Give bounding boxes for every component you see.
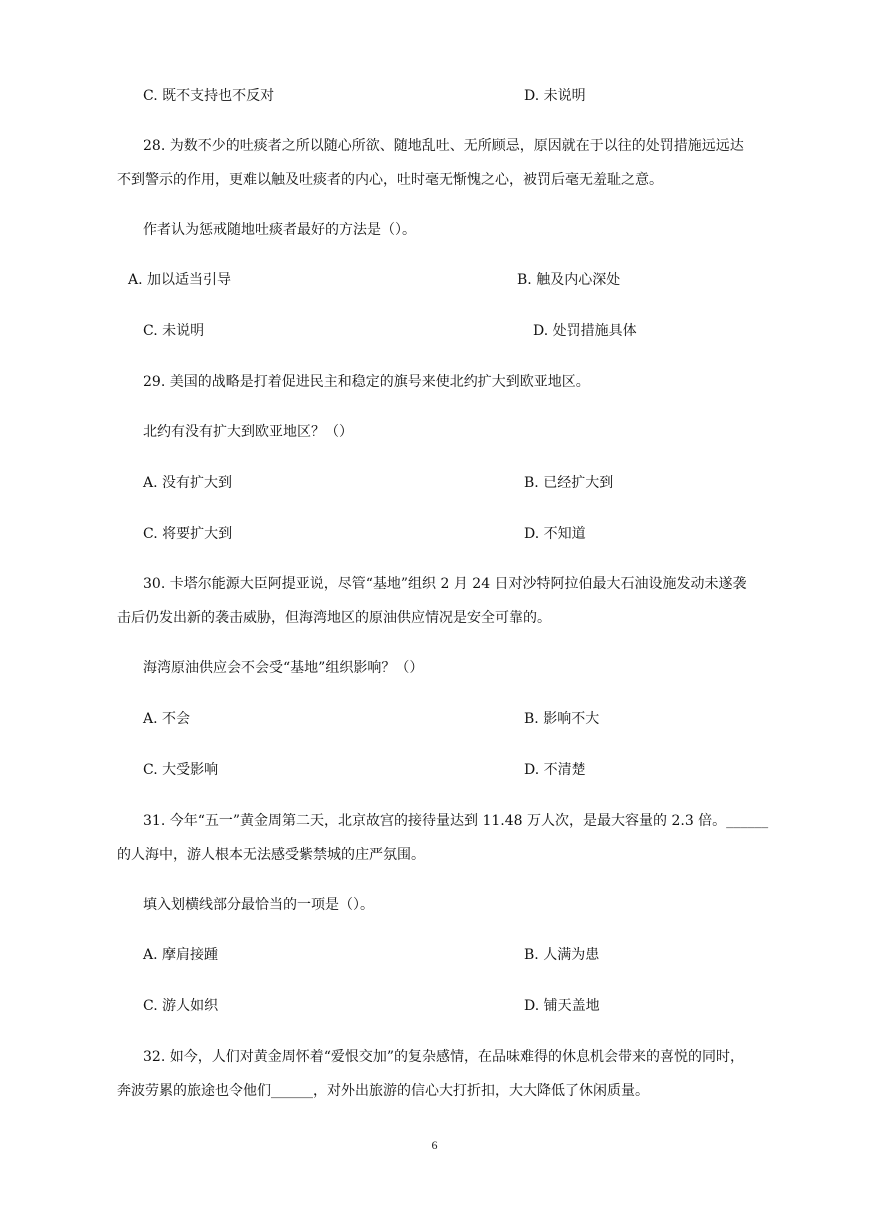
text-line: 的人海中，游人根本无法感受紫禁城的庄严氛围。 bbox=[117, 847, 425, 863]
text-line: A. 不会 bbox=[143, 711, 191, 727]
text-line: C. 既不支持也不反对 bbox=[143, 88, 275, 104]
page-number: 6 bbox=[431, 1138, 438, 1152]
text-line: 31. 今年“五一”黄金周第二天，北京故宫的接待量达到 11.48 万人次，是最大容量的 2.3 倍。______ bbox=[143, 813, 769, 829]
text-line: D. 未说明 bbox=[524, 88, 586, 104]
text-line: B. 触及内心深处 bbox=[517, 272, 621, 288]
text-line: D. 铺天盖地 bbox=[524, 998, 600, 1014]
text-line: 海湾原油供应会不会受“基地”组织影响？（） bbox=[143, 660, 424, 676]
text-line: 奔波劳累的旅途也令他们______，对外出旅游的信心大打折扣，大大降低了休闲质量。 bbox=[117, 1083, 649, 1099]
text-line: 填入划横线部分最恰当的一项是（）。 bbox=[143, 897, 374, 913]
text-line: A. 摩肩接踵 bbox=[143, 947, 219, 963]
text-line: D. 不清楚 bbox=[524, 762, 586, 778]
text-line: D. 处罚措施具体 bbox=[533, 323, 637, 339]
text-line: C. 将要扩大到 bbox=[143, 526, 233, 542]
text-line: 作者认为惩戒随地吐痰者最好的方法是（）。 bbox=[143, 222, 416, 238]
text-line: B. 人满为患 bbox=[524, 947, 600, 963]
text-line: 北约有没有扩大到欧亚地区？（） bbox=[143, 424, 353, 440]
text-line: B. 影响不大 bbox=[524, 711, 600, 727]
text-line: C. 未说明 bbox=[143, 323, 205, 339]
text-line: 不到警示的作用，更难以触及吐痰者的内心，吐时毫无惭愧之心，被罚后毫无羞耻之意。 bbox=[117, 172, 663, 188]
text-line: 击后仍发出新的袭击威胁，但海湾地区的原油供应情况是安全可靠的。 bbox=[117, 610, 551, 626]
text-line: C. 游人如织 bbox=[143, 998, 219, 1014]
text-line: 30. 卡塔尔能源大臣阿提亚说，尽管“基地”组织 2 月 24 日对沙特阿拉伯最大石油设施发动未遂袭 bbox=[143, 576, 747, 592]
text-line: 28. 为数不少的吐痰者之所以随心所欲、随地乱吐、无所顾忌，原因就在于以往的处罚措施远远达 bbox=[143, 138, 744, 154]
text-line: 29. 美国的战略是打着促进民主和稳定的旗号来使北约扩大到欧亚地区。 bbox=[143, 374, 590, 390]
text-line: B. 已经扩大到 bbox=[524, 475, 614, 491]
text-line: 32. 如今，人们对黄金周怀着“爱恨交加”的复杂感情，在品味难得的休息机会带来的喜悦的同时， bbox=[143, 1049, 745, 1065]
text-line: A. 没有扩大到 bbox=[143, 475, 233, 491]
text-line: D. 不知道 bbox=[524, 526, 586, 542]
text-line: C. 大受影响 bbox=[143, 762, 219, 778]
text-line: A. 加以适当引导 bbox=[128, 272, 232, 288]
